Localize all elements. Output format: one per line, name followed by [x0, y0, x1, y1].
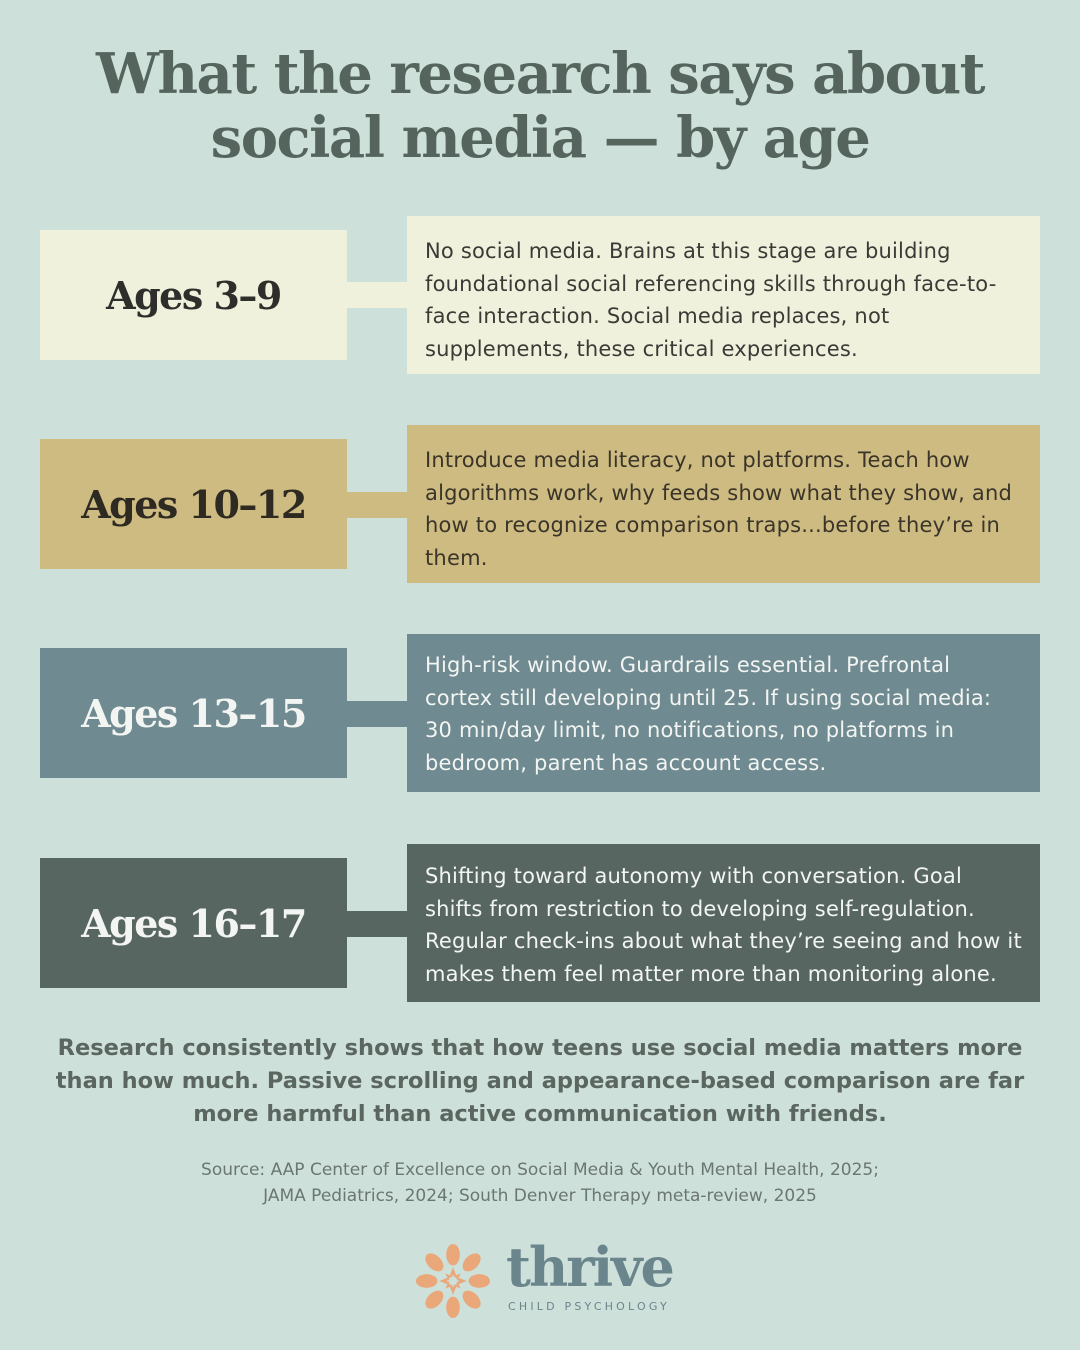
flower-icon [414, 1242, 492, 1320]
age-label: Ages 10–12 [40, 439, 347, 569]
age-description: High-risk window. Guardrails essential. Prefrontal cortex still developing until 25. If using social media: 30 min/day limit, no notifications, no platforms in bedroom, parent has account access. [407, 634, 1040, 792]
title-line-2: social media — by age [210, 105, 870, 171]
connector [347, 911, 407, 937]
age-label: Ages 16–17 [40, 858, 347, 988]
age-label: Ages 3–9 [40, 230, 347, 360]
research-summary: Research consistently shows that how teens use social media matters more than how much. Passive scrolling and appearance-based comparison are far more harmful than active communication with friends. [55, 1035, 1025, 1127]
connector [347, 701, 407, 727]
brand-logo [414, 1235, 674, 1320]
connector [347, 282, 407, 308]
logo-wordmark: thrive [506, 1235, 673, 1299]
source-line-1: Source: AAP Center of Excellence on Social Media & Youth Mental Health, 2025; [201, 1160, 879, 1180]
source-citation [40, 1157, 1040, 1209]
title-line-1: What the research says about [95, 41, 985, 107]
age-description: Introduce media literacy, not platforms. Teach how algorithms work, why feeds show what they show, and how to recognize comparison traps...before they’re in them. [407, 425, 1040, 583]
page-title [0, 42, 1080, 170]
logo-tagline: CHILD PSYCHOLOGY [508, 1300, 670, 1313]
age-description: Shifting toward autonomy with conversation. Goal shifts from restriction to developing self-regulation. Regular check-ins about what they’re seeing and how it makes them feel matter more than monitoring alone. [407, 844, 1040, 1002]
age-label: Ages 13–15 [40, 648, 347, 778]
age-description: No social media. Brains at this stage are building foundational social referencing skills through face-to-face interaction. Social media replaces, not supplements, these critical experiences. [407, 216, 1040, 374]
source-line-2: JAMA Pediatrics, 2024; South Denver Therapy meta-review, 2025 [263, 1186, 817, 1206]
connector [347, 492, 407, 518]
